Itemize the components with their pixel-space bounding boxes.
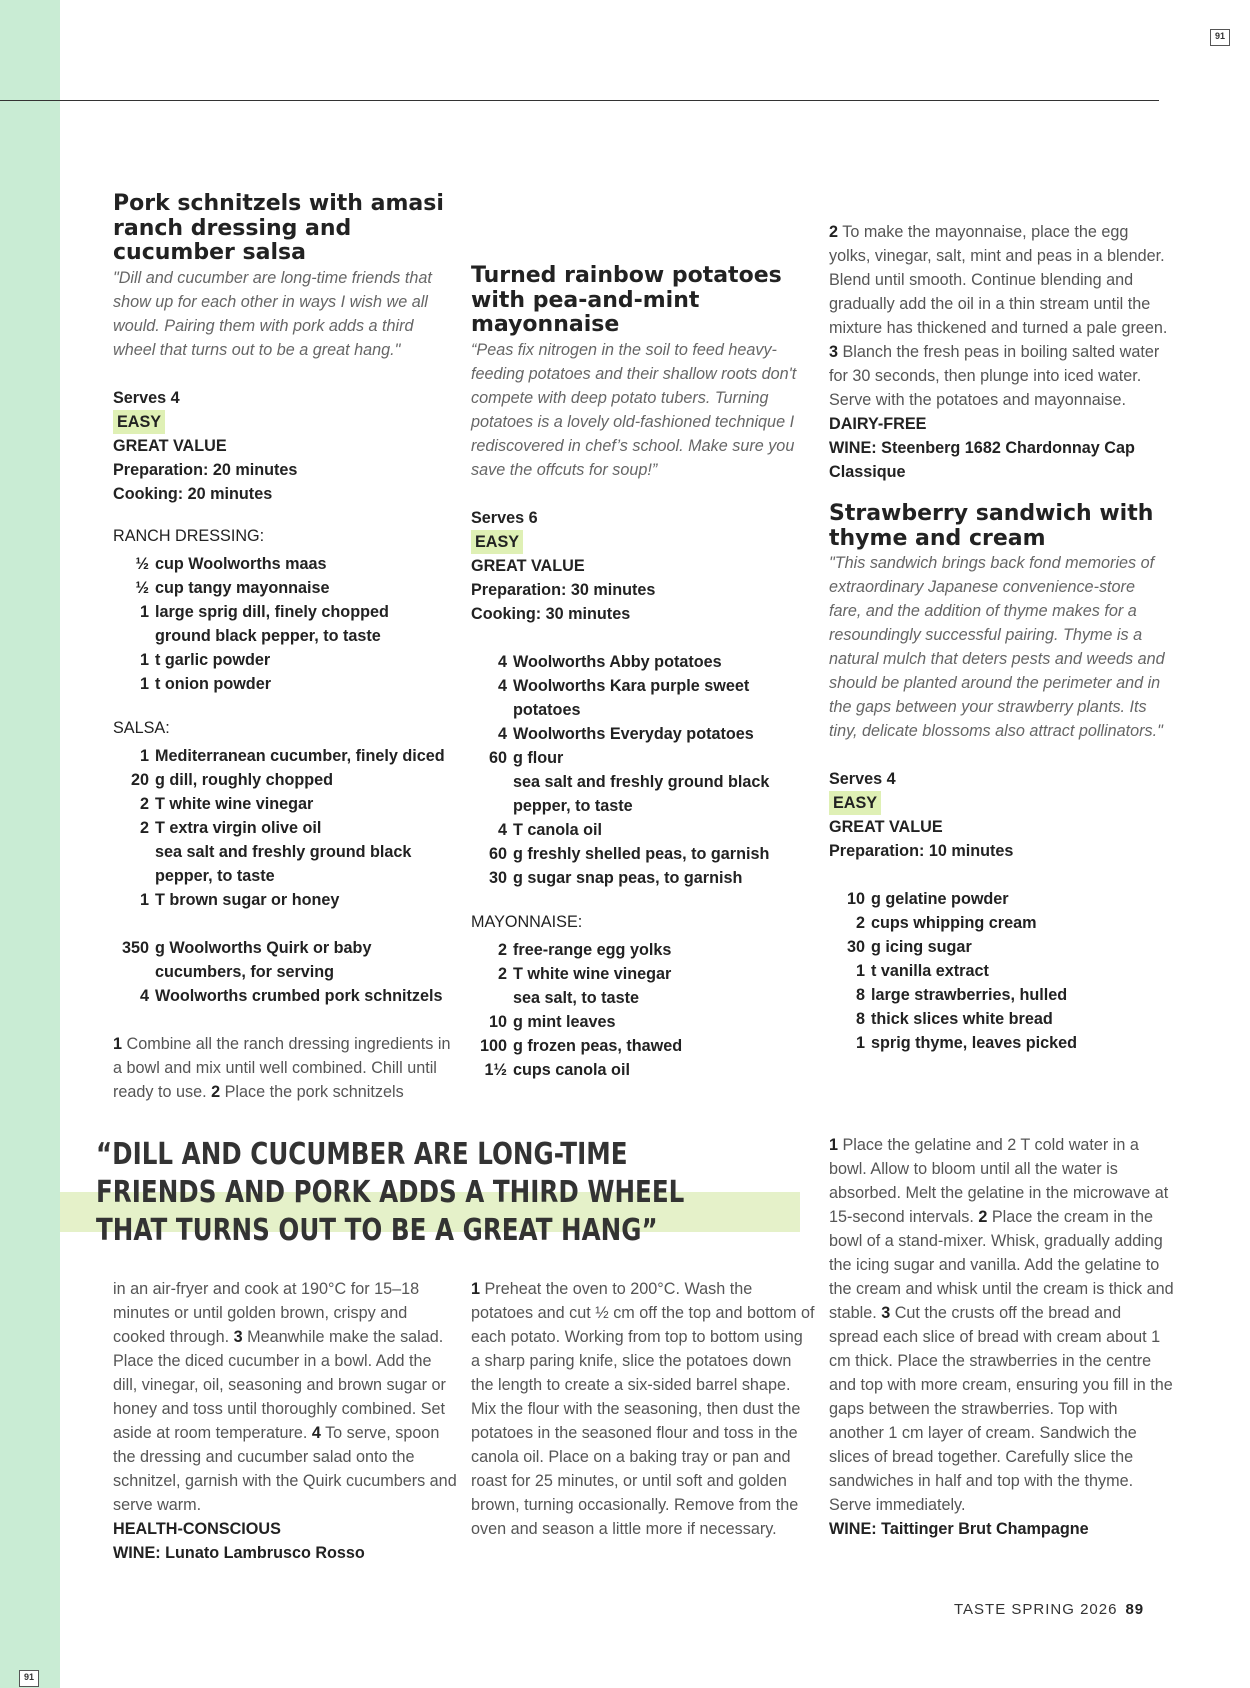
easy-badge: EASY (829, 791, 881, 815)
page-marker-bottom: 91 (19, 1670, 39, 1687)
ingredient-item: ground black pepper, to taste (155, 626, 381, 645)
header-rule (0, 100, 1159, 101)
recipe-title: Strawberry sandwich with thyme and cream (829, 501, 1154, 551)
method-text: 1 Preheat the oven to 200°C. Wash the potatoes and cut ½ cm off the top and bottom of each potato. Working from top to bottom using a sharp paring knife, slice the potatoes down the length to create a six-sided barrel shape. Mix the flour with the seasoning, then dust the potatoes in the seasoned flour and toss in the canola oil. Place on a baking tray or pan and roast for 25 minutes, or until soft and golden brown, turning occasionally. Remove from the oven and season a little more if necessary. (471, 1280, 815, 1538)
ingredient-item: sea salt and freshly ground black pepper, to taste (513, 772, 770, 815)
recipe-title: Pork schnitzels with amasi ranch dressing and cucumber salsa (113, 191, 444, 265)
ingredient-list (471, 938, 811, 1082)
ingredient-item: 2 T white wine vinegar (139, 794, 314, 813)
ingredient-list (471, 650, 811, 890)
ingredient-item: 4 Woolworths Everyday potatoes (497, 724, 754, 743)
prep-time: Preparation: 20 minutes (113, 460, 298, 479)
ingredient-item: 30 g icing sugar (846, 938, 972, 956)
ingredient-item: 2 free-range egg yolks (497, 940, 672, 959)
value-label: GREAT VALUE (471, 556, 585, 575)
ingredient-item: sea salt, to taste (513, 988, 639, 1007)
section-heading-ranch: RANCH DRESSING: (113, 526, 265, 545)
ingredient-item: 1 sprig thyme, leaves picked (855, 1034, 1078, 1052)
ingredient-item: 4 Woolworths crumbed pork schnitzels (139, 986, 443, 1005)
ingredient-item: 1 large sprig dill, finely chopped (139, 602, 389, 621)
ingredient-item: 8 large strawberries, hulled (855, 986, 1068, 1004)
ingredient-item: 2 T white wine vinegar (497, 964, 672, 983)
method-text: in an air-fryer and cook at 190°C for 15–18 minutes or until golden brown, crispy and cooked through. 3 Meanwhile make the salad. Place the diced cucumber in a bowl. Add the dill, vinegar, oil, seasoning and brown sugar or honey and toss until thoroughly combined. Set aside at room temperature. 4 To serve, spoon the dressing and cucumber salad onto the schnitzel, garnish with the Quirk cucumbers and serve warm. (113, 1280, 457, 1514)
cook-time: Cooking: 30 minutes (471, 604, 631, 623)
ingredient-item: 1 T brown sugar or honey (139, 890, 340, 909)
method-text: 2 To make the mayonnaise, place the egg yolks, vinegar, salt, mint and peas in a blender. Blend until smooth. Continue blending and gradually add the oil in a thin stream until the mixture has thickened and turned a pale green. 3 Blanch the fresh peas in boiling salted water for 30 seconds, then plunge into iced water. Serve with the potatoes and mayonnaise. (829, 223, 1168, 409)
ingredient-item: 2 T extra virgin olive oil (139, 818, 322, 837)
wine-pairing: WINE: Taittinger Brut Champagne (829, 1520, 1089, 1538)
prep-time: Preparation: 30 minutes (471, 580, 656, 599)
ingredient-item: 100 g frozen peas, thawed (479, 1036, 683, 1055)
method-continued-pork (113, 1277, 458, 1565)
ingredient-item: ½ cup Woolworths maas (135, 554, 327, 573)
value-label: GREAT VALUE (113, 436, 227, 455)
recipe-intro: “Peas fix nitrogen in the soil to feed heavy-feeding potatoes and their shallow roots don't compete with deep potato tubers. Turning potatoes is a lovely old-fashioned technique I rediscovered in chef’s school. Make sure you save the offcuts for soup!” (471, 340, 797, 479)
ingredient-list (113, 744, 453, 912)
recipe-intro: "This sandwich brings back fond memories of extraordinary Japanese convenience-store fare, and the addition of thyme makes for a resoundingly successful pairing. Thyme is a natural mulch that deters pests and weeds and should be planted around the perimeter and in the gaps between your strawberry plants. Its tiny, delicate blossoms also attract pollinators." (829, 554, 1165, 740)
ingredient-list (829, 887, 1169, 1055)
ingredient-item: 10 g gelatine powder (846, 890, 1009, 908)
ingredient-item: 30 g sugar snap peas, to garnish (488, 868, 743, 887)
method-strawberry-sandwich (829, 1133, 1174, 1541)
prep-time: Preparation: 10 minutes (829, 842, 1014, 860)
ingredient-item: 60 g flour (488, 748, 564, 767)
method-text: 1 Place the gelatine and 2 T cold water in a bowl. Allow to bloom until all the water is absorbed. Melt the gelatine in the microwave at 15-second intervals. 2 Place the cream in the bowl of a stand-mixer. Whisk, gradually adding the icing sugar and vanilla. Add the gelatine to the cream and whisk until the cream is thick and stable. 3 Cut the crusts off the bread and spread each slice of bread with cream about 1 cm thick. Place the strawberries in the centre and top with more cream, ensuring you fill in the gaps between the strawberries. Top with another 1 cm layer of cream. Sandwich the slices of bread together. Carefully slice the sandwiches in half and top with the thyme. Serve immediately. (829, 1136, 1174, 1514)
recipe-column-right (829, 220, 1169, 1055)
ingredient-item: 4 T canola oil (497, 820, 603, 839)
recipe-pork-schnitzels (113, 192, 453, 1104)
section-heading-salsa: SALSA: (113, 718, 170, 737)
ingredient-item: sea salt and freshly ground black pepper, to taste (155, 842, 412, 885)
cook-time: Cooking: 20 minutes (113, 484, 273, 503)
ingredient-item: 4 Woolworths Kara purple sweet potatoes (497, 676, 750, 719)
page-footer (954, 1601, 1144, 1618)
ingredient-item: 4 Woolworths Abby potatoes (497, 652, 722, 671)
method-text: 1 Combine all the ranch dressing ingredients in a bowl and mix until well combined. Chill until ready to use. 2 Place the pork schnitzels (113, 1034, 451, 1101)
ingredient-item: 8 thick slices white bread (855, 1010, 1053, 1028)
serves: Serves 6 (471, 508, 538, 527)
ingredient-item: 2 cups whipping cream (855, 914, 1037, 932)
value-label: GREAT VALUE (829, 818, 943, 836)
ingredient-item: 1 t onion powder (139, 674, 271, 693)
recipe-intro: "Dill and cucumber are long-time friends that show up for each other in ways I wish we all would. Pairing them with pork adds a third wheel that turns out to be a great hang." (113, 268, 432, 359)
recipe-title: Turned rainbow potatoes with pea-and-mint mayonnaise (471, 263, 782, 337)
page-marker-top: 91 (1210, 29, 1230, 46)
page-number: 89 (1125, 1601, 1145, 1618)
serves: Serves 4 (113, 388, 180, 407)
easy-badge: EASY (471, 530, 523, 554)
wine-pairing: WINE: Lunato Lambrusco Rosso (113, 1544, 365, 1562)
dietary-tag: HEALTH-CONSCIOUS (113, 1520, 281, 1538)
ingredient-item: 20 g dill, roughly chopped (130, 770, 334, 789)
page-edge-strip (0, 0, 60, 1688)
ingredient-list (113, 552, 453, 696)
method-potatoes (471, 1277, 816, 1541)
serves: Serves 4 (829, 770, 896, 788)
ingredient-item: 10 g mint leaves (488, 1012, 616, 1031)
ingredient-item: 60 g freshly shelled peas, to garnish (488, 844, 770, 863)
wine-pairing: WINE: Steenberg 1682 Chardonnay Cap Classique (829, 439, 1135, 481)
ingredient-item: 1½ cups canola oil (484, 1060, 630, 1079)
ingredient-list (113, 936, 453, 1008)
ingredient-item: 1 Mediterranean cucumber, finely diced (139, 746, 445, 765)
ingredient-item: 350 g Woolworths Quirk or baby cucumbers, for serving (121, 938, 372, 981)
recipe-rainbow-potatoes (471, 264, 811, 1082)
pull-quote: “DILL AND CUCUMBER ARE LONG-TIME FRIENDS AND PORK ADDS A THIRD WHEEL THAT TURNS OUT TO BE A GREAT HANG” (96, 1137, 685, 1248)
ingredient-item: 1 t garlic powder (139, 650, 271, 669)
easy-badge: EASY (113, 410, 165, 434)
ingredient-item: ½ cup tangy mayonnaise (135, 578, 330, 597)
section-heading-mayonnaise: MAYONNAISE: (471, 912, 583, 931)
ingredient-item: 1 t vanilla extract (855, 962, 989, 980)
dietary-tag: DAIRY-FREE (829, 415, 927, 433)
magazine-issue: TASTE SPRING 2026 (954, 1601, 1118, 1618)
